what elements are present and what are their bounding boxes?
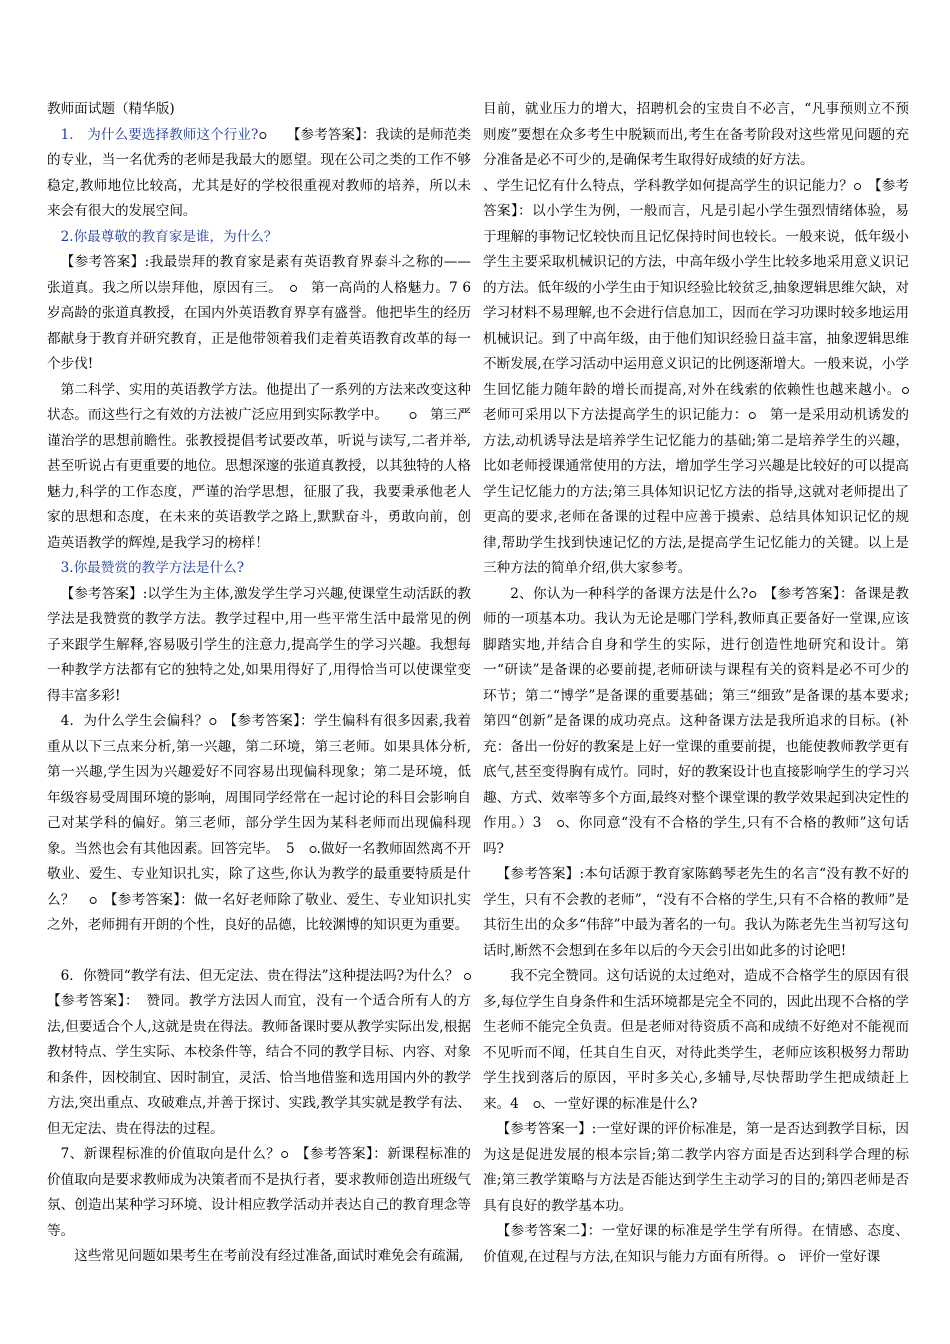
bullet-mark-icon: ഠ: [88, 892, 97, 907]
bullet-mark-icon: ഠ: [777, 1249, 786, 1264]
question-5-title: .做好一名教师固然离不开敬业、爱生、专业知识扎实，除了这些,你认为教学的最重要特质是什么？: [47, 840, 471, 908]
question-r2: [483, 582, 909, 863]
question-r4-answer-1: 【参考答案一】:一堂好课的评价标准是，第一是否达到教学目标，因为这是促进发展的根本宗旨;第二教学内容方面是否达到科学合理的标准;第三教学策略与方法是否能达到学生主动学习的目的;第四老师是否具有良好的教学基本功。: [483, 1121, 909, 1214]
bullet-mark-icon: ഠ: [747, 408, 756, 422]
bullet-mark-icon: ഠ: [208, 714, 217, 728]
question-r3-answer: 【参考答案】:本句话源于教育家陈鹤琴老先生的名言“没有教不好的学生，只有不会教的老师”，“没有不合格的学生,只有不合格的教师”是其衍生出的众多“伟辞”中最为著名的一句。我认为陈老先生当初写这句话时,断然不会想到在多年以后的今天会引出如此多的讨论吧!: [483, 866, 909, 959]
bullet-mark-icon: ഠ: [901, 382, 909, 397]
question-r1: 、学生记忆有什么特点，学科教学如何提高学生的识记能力？ഠ 【参考答案】：以小学生为例，一般而言，凡是引起小学生强烈情绪体验，易于理解的事物记忆较快而且记忆保持时间也较长。一般来说，低年级小学生主要采取机械识记的方法，中高年级小学生比较多地采用意义识记的方法。低年级的小学生由于知识经验比较贫乏,抽象逻辑思维欠缺，对学习材料不易理解,也不会进行信息加工，因而在学习功课时较多地运用机械识记。到了中高年级，由于他们知识经验日益丰富，抽象逻辑思维不断发展,在学习活动中运用意义识记的比例逐渐增大。一般来说，小学生回忆能力随年龄的增长而提高,对外在线索的依赖性也越来越小。ഠ 老师可采用以下方法提高学生的识记能力：ഠ 第一是采用动机诱发的方法,动机诱导法是培养学生记忆能力的基础;第二是培养学生的兴趣，比如老师授课通常使用的方法，增加学生学习兴趣是比较好的可以提高学生记忆能力的方法;第三具体知识记忆方法的指导,这就对老师提出了更高的要求,老师在备课的过程中应善于摸索、总结具体知识记忆的规律,帮助学生找到快速记忆的方法,是提高学生记忆能力的关键。以上是三种方法的简单介绍,供大家参考。: [483, 177, 910, 576]
bullet-mark-icon: ഠ: [462, 968, 471, 983]
document-title: 教师面试题（精华版): [47, 101, 175, 117]
question-r4-answer-2: 【参考答案二】：一堂好课的标准是学生学有所得。在情感、态度、价值观,在过程与方法,在知识与能力方面有所得。ഠ 评价一堂好课: [483, 1223, 909, 1265]
question-r3-title: 、你同意“没有不合格的学生,只有不合格的教师”这句话吗?: [483, 815, 910, 857]
bullet-mark-icon: ഠ: [258, 127, 267, 142]
closing-text: 这些常见问题如果考生在考前没有经过准备,面试时难免会有疏漏,: [74, 1248, 464, 1264]
bullet-mark-icon: ഠ: [308, 841, 317, 856]
bullet-mark-icon: ഠ: [280, 1147, 289, 1161]
question-1: [47, 123, 471, 225]
question-r2-title: 2、你认为一种科学的备课方法是什么?: [510, 585, 749, 602]
question-r2-answer: 【参考答案】：备课是教师的一项基本功。我认为无论是哪门学科,教师真正要备好一堂课,应该脚踏实地,并结合自身和学生的实际，进行创造性地研究和设计。第一“研读”是备课的必要前提,老师研读与课程有关的资料是必不可少的环节；第二“博学”是备课的重要基础；第三“细致”是备课的基本要求;第四“创新”是备课的成功亮点。这种备课方法是我所追求的目标。(补充：备出一份好的教案是上好一堂课的重要前提，也能使教师教学更有底气,甚至变得胸有成竹。同时，好的教案设计也直接影响学生的学习兴趣、方式、效率等多个方面,最终对整个课堂课的教学效果起到决定性的作用。）3: [483, 585, 910, 831]
question-7: [47, 1142, 471, 1244]
question-1-answer: 【参考答案】：我读的是师范类的专业，当一名优秀的老师是我最大的愿望。现在公司之类的工作不够稳定,教师地位比较高，尤其是好的学校很重视对教师的培养，所以未来会有很大的发展空间。: [47, 126, 472, 219]
question-4: [47, 709, 471, 939]
question-7-answer: 【参考答案】：新课程标准的价值取向是要求教师成为决策者而不是执行者，要求教师创造出班级气氛、创造出某种学习环境、设计相应教学活动并表达自己的教育理念等等。: [47, 1146, 471, 1239]
question-2-answer-cont: 第二科学、实用的英语教学方法。他提出了一系列的方法来改变这种状态。而这些行之有效的方法被广泛应用到实际教学中。 ഠ 第三严谨治学的思想前瞻性。张教授提倡考试要改革，听说与读写,二者并举,甚至听说占有更重要的地位。思想深邃的张道真教授，以其独特的人格魅力,科学的工作态度，严谨的治学思想，征服了我，我要秉承他老人家的思想和态度，在未来的英语教学之路上,默默奋斗，勇敢向前，创造英语教学的辉煌,是我学习的榜样！: [47, 381, 472, 551]
question-6-title: 6．你赞同“教学有法、但无定法、贵在得法”这种提法吗?为什么？: [60, 967, 459, 984]
question-5-answer: 【参考答案】：做一名好老师除了敬业、爱生、专业知识扎实之外，老师拥有开朗的个性，良好的品德，比较渊博的知识更为重要。: [47, 891, 471, 933]
question-6: [47, 964, 471, 1143]
question-1-title: 1． 为什么要选择教师这个行业?: [60, 126, 259, 143]
question-2-answer: 【参考答案】:我最崇拜的教育家是素有英语教育界泰斗之称的——张道真。我之所以崇拜他，原因有三。 ഠ 第一高尚的人格魅力。7 6 岁高龄的张道真教授，在国内外英语教育界享有盛誉。他把毕生的经历都献身于教育并研究教育，正是他带领着我们走着英语教育改革的每一个步伐!: [47, 254, 472, 372]
bullet-mark-icon: ഠ: [852, 178, 861, 193]
question-2-title: 2.你最尊敬的教育家是谁，为什么？: [60, 228, 278, 245]
question-7-title: 7、新课程标准的价值取向是什么？: [60, 1146, 281, 1162]
question-6-answer: 【参考答案】： 赞同。教学方法因人而宜，没有一个适合所有人的方法,但要适合个人,这就是贵在得法。教师备课时要从教学实际出发,根据教材特点、学生实际、本校条件等，结合不同的教学目标、内容、对象和条件，因校制宜、因时制宜，灵活、恰当地借鉴和选用国内外的教学方法,突出重点、攻破难点,并善于探讨、实践,教学其实就是教学有法、但无定法、贵在得法的过程。: [47, 993, 471, 1137]
question-3-title: 3.你最赞赏的教学方法是什么?: [60, 560, 244, 576]
question-r4-title: 、一堂好课的标准是什么?: [540, 1095, 698, 1112]
question-r3-opinion: 我不完全赞同。这句话说的太过绝对，造成不合格学生的原因有很多,每位学生自身条件和生活环境都是完全不同的，因此出现不合格的学生老师不能完全负责。但是老师对待资质不高和成绩不好绝对不能视而不见听而不闻，任其自生自灭，对待此类学生，老师应该积极努力帮助学生找到落后的原因，平时多关心,多辅导,尽快帮助学生把成绩赶上来。4 ഠ、一堂好课的标准是什么?: [483, 968, 909, 1112]
bullet-mark-icon: ഠ: [408, 408, 417, 422]
closing-text-cont: 目前，就业压力的增大，招聘机会的宝贵自不必言，“凡事预则立不预则废”要想在众多考生中脱颖而出,考生在备考阶段对这些常见问题的充分准备是必不可少的,是确保考生取得好成绩的好方法。: [483, 101, 909, 168]
question-4-title: 4．为什么学生会偏科？: [60, 713, 209, 729]
question-4-answer: 【参考答案】：学生偏科有很多因素,我着重从以下三点来分析,第一兴趣，第二环境，第三老师。如果具体分析,第一兴趣,学生因为兴趣爱好不同容易出现偏科现象；第二是环境，低年级容易受周围环境的影响，周围同学经常在一起讨论的科目会影响自己对某学科的偏好。第三老师，部分学生因为某科老师而出现偏科现象。当然也会有其他因素。回答完毕。 5: [47, 713, 471, 857]
bullet-mark-icon: ഠ: [556, 816, 565, 830]
question-r1-title: 、学生记忆有什么特点，学科教学如何提高学生的识记能力？: [483, 177, 853, 194]
bullet-mark-icon: ഠ: [748, 586, 757, 601]
bullet-mark-icon: ഠ: [532, 1096, 541, 1111]
right-column: [483, 97, 909, 1270]
bullet-mark-icon: ഠ: [288, 280, 297, 295]
question-3-answer: 【参考答案】:以学生为主体,激发学生学习兴趣,使课堂生动活跃的教学法是我赞赏的教学方法。教学过程中,用一些平常生活中最常见的例子来跟学生解释,容易吸引学生的注意力,提高学生的学习兴趣。我想每一种教学方法都有它的独特之处,如果用得好了,用得恰当可以使课堂变得丰富多彩!: [47, 585, 471, 704]
left-column: [47, 97, 471, 1270]
question-r1-answer: 【参考答案】：以小学生为例，一般而言，凡是引起小学生强烈情绪体验，易于理解的事物记忆较快而且记忆保持时间也较长。一般来说，低年级小学生主要采取机械识记的方法，中高年级小学生比较多地采用意义识记的方法。低年级的小学生由于知识经验比较贫乏,抽象逻辑思维欠缺，对学习材料不易理解,也不会进行信息加工，因而在学习功课时较多地运用机械识记。到了中高年级，由于他们知识经验日益丰富，抽象逻辑思维不断发展,在学习活动中运用意义识记的比例逐渐增大。一般来说，小学生回忆能力随年龄的增长而提高,对外在线索的依赖性也越来越小。: [483, 177, 909, 398]
